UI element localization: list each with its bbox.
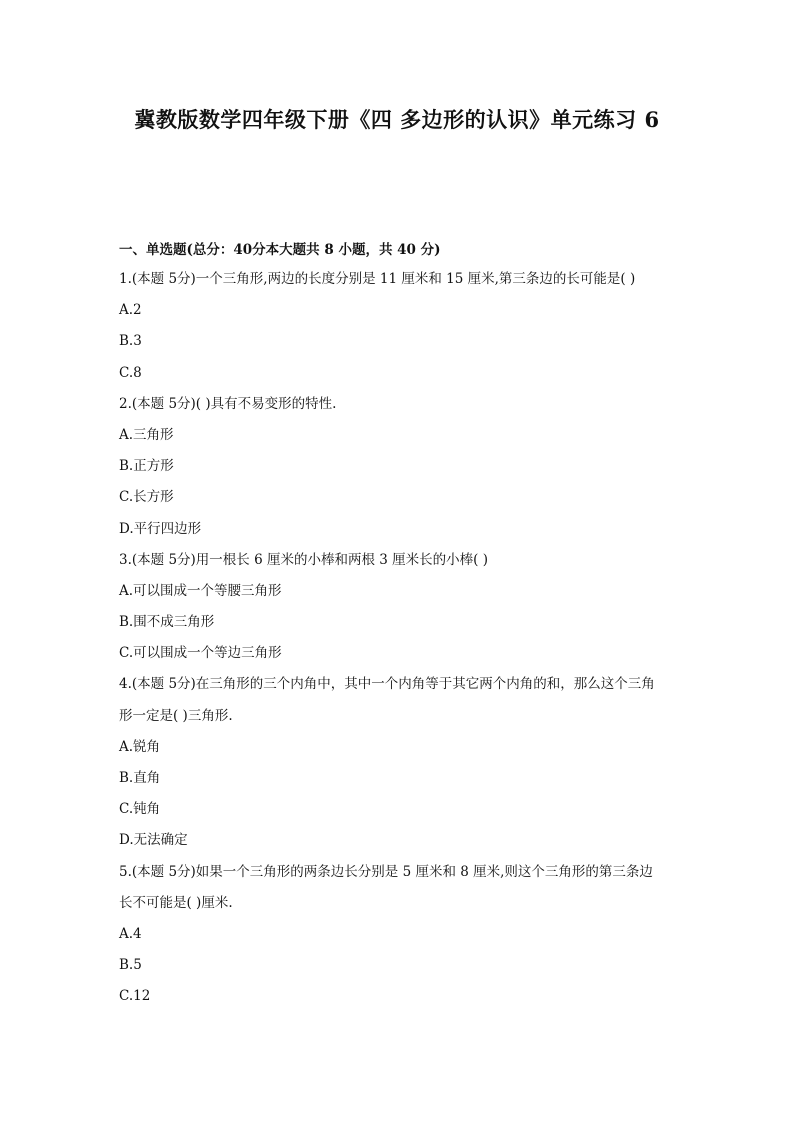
option-b: B.正方形 [119,458,174,475]
page-title: 冀教版数学四年级下册《四 多边形的认识》单元练习 6 [134,107,660,132]
option-a: A.可以围成一个等腰三角形 [119,582,282,599]
option-c: C.12 [119,988,151,1005]
option-a: A.2 [119,302,142,319]
question-stem: 1.(本题 5分)一个三角形,两边的长度分别是 11 厘米和 15 厘米,第三条边的长可能是( ) [119,271,636,287]
option-b: B.直角 [119,770,161,786]
question-1 [119,266,689,391]
option-b: B.围不成三角形 [119,614,215,631]
option-d: D.无法确定 [119,832,188,849]
question-stem-continued: 长不可能是( )厘米. [119,894,233,911]
option-c: C.长方形 [119,489,174,506]
question-stem-continued: 形一定是( )三角形. [119,707,233,724]
question-4 [119,671,689,858]
option-c: C.钝角 [119,801,161,818]
question-2 [119,391,689,547]
section-heading: 一、单选题(总分：40分本大题共 8 小题，共 40 分) [119,242,441,258]
option-b: B.5 [119,957,142,974]
option-a: A.锐角 [119,738,161,755]
option-c: C.8 [119,364,142,381]
option-a: A.4 [119,925,142,942]
question-stem: 2.(本题 5分)( )具有不易变形的特性. [119,395,337,412]
question-stem: 4.(本题 5分)在三角形的三个内角中，其中一个内角等于其它两个内角的和，那么这个三角 [119,676,655,693]
option-b: B.3 [119,333,142,350]
question-stem: 5.(本题 5分)如果一个三角形的两条边长分别是 5 厘米和 8 厘米,则这个三角形的第三条边 [119,863,653,880]
option-d: D.平行四边形 [119,520,202,537]
question-stem: 3.(本题 5分)用一根长 6 厘米的小棒和两根 3 厘米长的小棒( ) [119,551,488,568]
question-3 [119,547,689,672]
option-c: C.可以围成一个等边三角形 [119,645,282,662]
question-list [119,266,689,1015]
question-5 [119,859,689,1015]
option-a: A.三角形 [119,426,174,443]
